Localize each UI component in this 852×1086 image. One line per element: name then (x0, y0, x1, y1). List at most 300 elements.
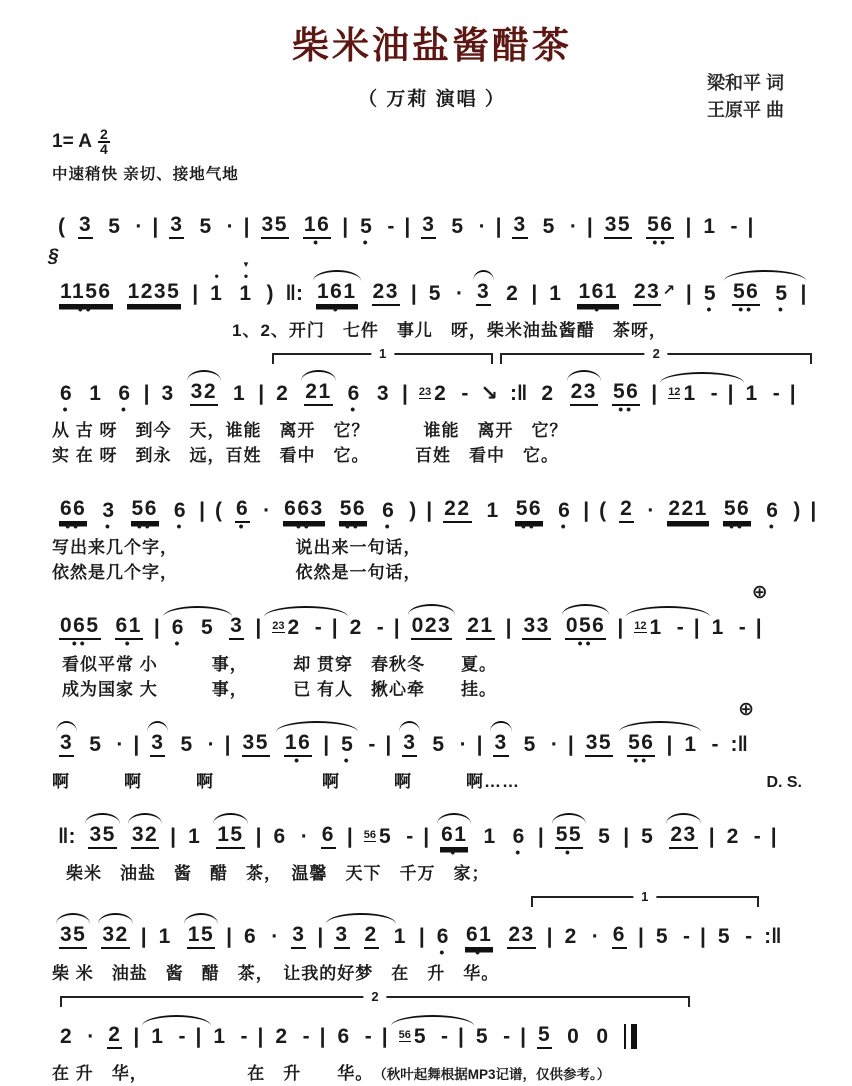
symbol-text: ) (793, 499, 801, 522)
credits (707, 70, 784, 124)
note-digits: 5 (775, 282, 789, 305)
final-barline (624, 1014, 637, 1061)
note-digits: 2 (107, 1023, 122, 1049)
note-digits: 1 (683, 382, 697, 405)
tie-arc (437, 813, 471, 824)
note-token (274, 1015, 289, 1061)
repeat-start-sign (58, 815, 75, 861)
note-digits: 5 (180, 733, 194, 756)
octave-dot-below (479, 1049, 486, 1061)
notation-symbol (208, 723, 215, 769)
note-digits: 5 (108, 215, 122, 238)
notation-symbol (227, 205, 234, 251)
octave-dot-below (568, 949, 575, 961)
symbol-text: | (195, 1025, 202, 1048)
octave-dot-below (509, 306, 516, 318)
notation-symbol (480, 372, 498, 418)
note-token (450, 205, 465, 251)
notation-symbol (745, 915, 752, 961)
symbol-text: - (368, 733, 376, 756)
octave-dot-above (346, 723, 349, 733)
octave-dot-below (644, 849, 651, 861)
note-digits: 35 (88, 823, 116, 849)
slide-arrow-icon: ↗ (662, 282, 675, 299)
octave-dot-below (527, 757, 534, 769)
note-token (443, 487, 471, 535)
notation-symbol (503, 1015, 510, 1061)
barline (709, 815, 715, 861)
note-digits: 1 (151, 1025, 165, 1048)
symbol-text: | (700, 925, 706, 948)
note-digits: 1 (188, 825, 202, 848)
symbol-text: | (583, 499, 590, 522)
note-digits: 2 (506, 282, 520, 305)
note-token (235, 487, 250, 535)
note-token (393, 915, 408, 961)
symbol-text: | (693, 616, 700, 639)
octave-dot-below: • (124, 635, 133, 651)
octave-dot-below: •• (633, 752, 650, 768)
barline (810, 489, 816, 535)
lyric-line (52, 653, 812, 677)
note-token (717, 915, 732, 961)
note-digits: 3 (169, 213, 184, 239)
note-token (376, 372, 391, 418)
barline (411, 272, 417, 318)
octave-dot-above (434, 272, 437, 282)
octave-dot-below (651, 306, 658, 318)
symbol-text: - (503, 1025, 511, 1048)
octave-dot-below: • (332, 301, 341, 317)
symbol-text: ) (409, 499, 417, 522)
symbol-text: ( (599, 499, 607, 522)
octave-dot-above (529, 723, 532, 733)
octave-dot-below (707, 239, 714, 251)
notation-symbol (303, 1015, 310, 1061)
octave-dot-below (236, 406, 243, 418)
note-token (557, 489, 572, 535)
barline (323, 723, 329, 769)
symbol-text: | (323, 733, 330, 756)
tie-arc (473, 270, 494, 281)
tie-arc (56, 721, 77, 732)
note-token (505, 272, 520, 318)
symbol-text: - (314, 616, 322, 639)
octave-dot-above (78, 604, 81, 614)
octave-dot-below: • (594, 301, 603, 317)
octave-dot-above (717, 606, 720, 616)
octave-dot-below: • (121, 401, 129, 417)
octave-dot-below (341, 1049, 348, 1061)
octave-dot-above (491, 489, 494, 499)
note-token (476, 270, 491, 318)
notation-symbol (116, 723, 123, 769)
notation-symbol (461, 372, 468, 418)
barline (332, 606, 338, 652)
octave-dot-above (280, 1015, 283, 1025)
symbol-text: ) (266, 282, 274, 305)
tie-arc (567, 370, 601, 381)
octave-dot-below: • (706, 301, 715, 317)
octave-dot-below: • (778, 301, 786, 317)
note-digits: 5 (542, 215, 556, 238)
symbol-text: | (505, 616, 512, 639)
barline (547, 915, 553, 961)
octave-dot-above (249, 915, 252, 925)
tie-arc (724, 270, 806, 281)
octave-dot-below (154, 757, 161, 769)
notation-symbol (406, 815, 413, 861)
note-digits: 61 (465, 923, 493, 949)
lyric-text: 1、2、开门 七件 事儿 呀，柴米油盐酱醋 茶呀， (232, 321, 667, 340)
barline (686, 272, 692, 318)
notation-symbol (793, 489, 800, 535)
note-token (284, 721, 312, 769)
note-digits: 1235 (127, 280, 182, 306)
octave-dot-below: • (564, 844, 573, 860)
note-digits: 6 (171, 616, 185, 639)
lyric-text: 啊 啊 啊 啊 啊 啊…… (52, 772, 520, 791)
octave-dot-below: •• (71, 635, 88, 651)
symbol-text: - (461, 382, 469, 405)
octave-dot-above (543, 1013, 546, 1023)
note-digits: 6 (118, 382, 132, 405)
octave-dot-below (580, 406, 587, 418)
note-token (131, 813, 159, 861)
note-digits: 6 (244, 925, 258, 948)
barline (199, 489, 205, 535)
barline (751, 582, 768, 652)
note-digits: 3 (476, 280, 491, 306)
system-4 (52, 487, 817, 585)
note-token (566, 1015, 581, 1061)
note-digits: 5 (451, 215, 465, 238)
octave-dot-above (546, 372, 549, 382)
octave-dot-below: • (313, 234, 322, 250)
notation-symbol (677, 606, 684, 652)
octave-dot-above (686, 487, 689, 497)
note-digits: 61 (440, 823, 468, 849)
source-note: （秋叶起舞根据MP3记谱，仅供参考。） (373, 1067, 611, 1082)
symbol-text: | (546, 925, 553, 948)
octave-dot-below (200, 406, 207, 418)
octave-dot-below (546, 239, 553, 251)
note-token (212, 1015, 227, 1061)
note-digits: 6 (766, 499, 780, 522)
notation-symbol (479, 205, 486, 251)
note-token (627, 721, 655, 769)
note-token (667, 487, 709, 535)
notation-symbol (365, 1015, 372, 1061)
barline (694, 606, 700, 652)
composer-credit: 王原平 曲 (706, 100, 784, 120)
symbol-text: · (271, 925, 279, 948)
octave-dot-below (247, 949, 254, 961)
symbol-text: | (133, 733, 140, 756)
octave-dot-above (273, 203, 276, 213)
barline (402, 372, 408, 418)
note-token (486, 489, 501, 535)
note-digits: 6 (173, 499, 188, 522)
note-digits: 5 (341, 733, 355, 756)
octave-dot-below (162, 949, 169, 961)
symbol-text: ( (214, 499, 222, 522)
octave-dot-below (325, 849, 332, 861)
barline (520, 1015, 526, 1061)
note-token (275, 372, 290, 418)
octave-dot-above (456, 487, 459, 497)
system-5 (52, 582, 812, 702)
volta-bracket (272, 346, 492, 364)
symbol-text: | (226, 925, 233, 948)
symbol-text: - (753, 825, 761, 848)
octave-dot-below (595, 757, 602, 769)
note-digits: 23 (669, 823, 697, 849)
lyric-text: 柴米 油盐 酱 醋 茶， 温馨 天下 千万 家； (66, 864, 490, 883)
octave-dot-below (541, 1049, 548, 1061)
note-token (88, 813, 116, 861)
symbol-text: · (478, 215, 486, 238)
system-9 (52, 989, 812, 1086)
note-digits: 3 (376, 382, 390, 405)
barline (496, 205, 502, 251)
symbol-text: | (385, 733, 392, 756)
notation-symbol (377, 606, 384, 652)
note-token (537, 1013, 552, 1061)
symbol-text: | (495, 215, 502, 238)
symbol-text: - (387, 215, 395, 238)
note-digits: 5 (475, 1025, 490, 1048)
grace-notes: 23 (272, 620, 285, 632)
note-token (421, 203, 436, 251)
symbol-text: | (381, 1025, 388, 1048)
octave-dot-below (295, 949, 302, 961)
note-digits: 663 (283, 497, 325, 523)
octave-dot-below (406, 757, 413, 769)
notation-symbol (178, 1015, 185, 1061)
barline (638, 915, 644, 961)
symbol-text: | (666, 733, 673, 756)
octave-dot-above (432, 372, 435, 382)
barline (317, 915, 323, 961)
symbol-text: · (263, 499, 271, 522)
dal-segno-marking: D. S. (766, 774, 802, 791)
note-digits: 21 (304, 380, 332, 406)
octave-dot-above (152, 270, 155, 280)
symbol-text: - (376, 616, 384, 639)
octave-dot-below (279, 1049, 286, 1061)
notation-symbol (271, 915, 278, 961)
barline (226, 915, 232, 961)
symbol-text: :‖ (730, 733, 748, 756)
note-digits: 5 (703, 282, 717, 305)
note-token (402, 721, 417, 769)
octave-dot-below (432, 306, 439, 318)
note-digits: 2 (434, 382, 448, 405)
note-token (158, 915, 173, 961)
note-token (399, 1015, 428, 1061)
notation-symbol (711, 372, 718, 418)
notation-row (48, 246, 812, 318)
octave-dot-below (154, 1049, 161, 1061)
note-token (160, 372, 175, 418)
octave-dot-below (338, 949, 345, 961)
volta-label: 1 (633, 890, 656, 904)
note-token (88, 723, 103, 769)
symbol-text: | (243, 215, 250, 238)
note-token (655, 915, 670, 961)
note-token (612, 913, 627, 961)
notation-row (52, 582, 812, 652)
note-token (59, 721, 74, 769)
note-token (107, 205, 122, 251)
octave-dot-above (218, 1015, 221, 1025)
symbol-text: | (404, 215, 411, 238)
note-digits: 1 (233, 382, 247, 405)
note-token (339, 487, 367, 535)
symbol-text: - (178, 1025, 186, 1048)
symbol-text: | (685, 215, 692, 238)
tempo-marking: 中速稍快 亲切、接地气地 (52, 166, 239, 183)
notation-symbol (135, 205, 142, 251)
symbol-text: - (676, 616, 684, 639)
tie-arc (187, 370, 221, 381)
notation-symbol (754, 815, 761, 861)
octave-dot-below (315, 406, 322, 418)
octave-dot-above (175, 203, 178, 213)
octave-dot-above (353, 372, 356, 382)
octave-dot-below: •• (77, 301, 94, 317)
note-digits: 6 (382, 499, 396, 522)
grace-notes: 56 (363, 829, 377, 841)
octave-dot-above (618, 913, 621, 923)
tie-arc (666, 813, 700, 824)
barline (728, 372, 734, 418)
octave-dot-below (533, 640, 540, 652)
note-token (127, 270, 182, 318)
symbol-text: ( (58, 215, 65, 238)
symbol-text: | (319, 1025, 326, 1048)
note-token (171, 606, 186, 652)
symbol-text: · (300, 825, 308, 848)
barline (651, 372, 657, 418)
note-token (187, 913, 215, 961)
symbol-text: | (170, 825, 177, 848)
note-digits: 3 (291, 923, 306, 949)
octave-dot-above (442, 915, 445, 925)
note-digits: 1 (649, 616, 663, 639)
note-token (150, 1015, 165, 1061)
symbol-text: ‖: (58, 825, 76, 848)
note-digits: 66 (59, 497, 87, 523)
barline (258, 372, 264, 418)
note-token (512, 815, 527, 861)
note-token (115, 604, 143, 652)
accent-icon: ▼ (241, 260, 250, 269)
symbol-text: · (207, 733, 215, 756)
octave-dot-above (750, 372, 753, 382)
grace-notes: 56 (398, 1029, 411, 1041)
note-token (78, 203, 93, 251)
symbol-text: | (342, 215, 349, 238)
lyric-line (52, 536, 812, 560)
octave-dot-above (351, 487, 354, 497)
octave-dot-above (709, 272, 712, 282)
lyric-text: 在 升 华， 在 升 华。 (52, 1064, 374, 1083)
note-digits: 2 (275, 1025, 289, 1048)
octave-dot-above (113, 205, 116, 215)
note-token (431, 723, 446, 769)
note-token (364, 815, 393, 861)
note-digits: 6 (235, 497, 250, 523)
note-token (187, 815, 202, 861)
notation-symbol (241, 1015, 248, 1061)
octave-dot-above (185, 723, 188, 733)
note-token (745, 372, 760, 418)
note-digits: 56 (339, 497, 367, 523)
notation-symbol (441, 1015, 448, 1061)
note-digits: 3 (334, 923, 349, 949)
octave-dot-below (111, 1049, 118, 1061)
note-digits: 1 (745, 382, 759, 405)
octave-dot-above (382, 372, 385, 382)
note-digits: 6 (558, 499, 572, 522)
symbol-text: - (441, 1025, 449, 1048)
lyric-text: 依然是几个字， 依然是一句话， (52, 563, 422, 582)
note-token (59, 604, 101, 652)
barline (133, 1015, 139, 1061)
note-digits: 0 (567, 1025, 581, 1048)
symbol-text: | (708, 825, 715, 848)
notation-symbol (456, 272, 463, 318)
octave-dot-below: •• (618, 401, 635, 417)
symbol-text: | (257, 1025, 264, 1048)
notation-row (52, 487, 817, 535)
note-token (337, 1015, 352, 1061)
barline (587, 205, 593, 251)
octave-dot-above (518, 815, 521, 825)
symbol-text: | (153, 616, 160, 639)
barline (458, 1015, 464, 1061)
octave-dot-below: • (174, 635, 183, 651)
notation-symbol (647, 489, 654, 535)
barline (423, 815, 429, 861)
note-token (261, 203, 289, 251)
symbol-text: | (727, 382, 734, 405)
note-digits: 3 (161, 382, 175, 405)
octave-dot-above: • (243, 269, 249, 283)
octave-dot-above (377, 815, 380, 825)
symbol-text: | (255, 616, 262, 639)
octave-dot-above (238, 372, 241, 382)
note-token (232, 372, 247, 418)
symbol-text: - (240, 1025, 248, 1048)
note-token (597, 815, 612, 861)
note-token (634, 606, 663, 652)
octave-dot-above (624, 370, 627, 380)
octave-dot-below (490, 523, 497, 535)
octave-dot-above (84, 203, 87, 213)
segno-icon: § (48, 246, 59, 267)
octave-dot-below (112, 949, 119, 961)
note-token (173, 489, 188, 535)
note-digits: 065 (59, 614, 101, 640)
octave-dot-below (730, 849, 737, 861)
barline (382, 1015, 388, 1061)
octave-dot-below (646, 640, 653, 652)
note-digits: 023 (411, 614, 453, 640)
tie-arc (213, 813, 247, 824)
